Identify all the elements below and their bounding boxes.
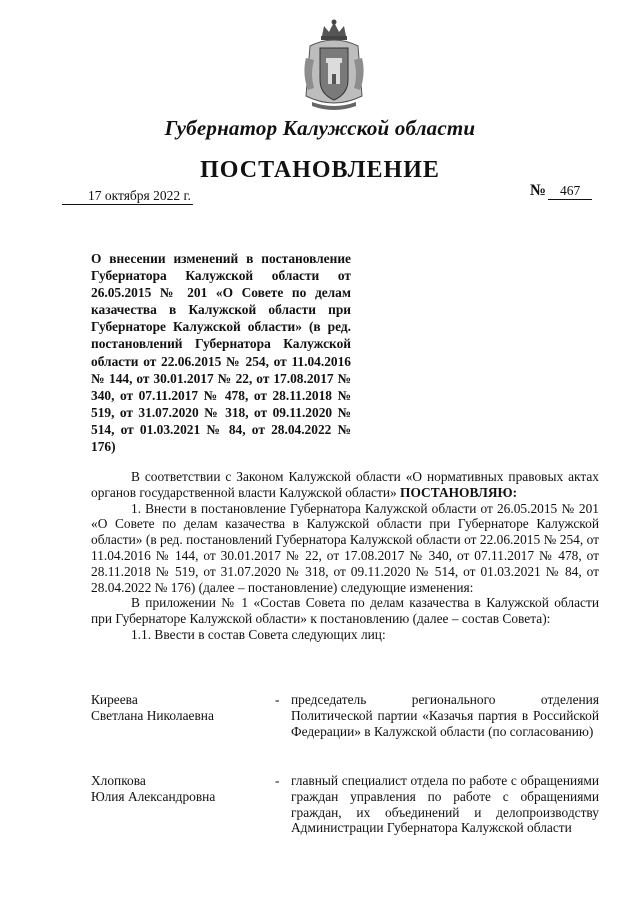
member-dash: - xyxy=(275,773,280,788)
member-role: председатель регионального отделения Политической партии «Казачья партия в Российской Федерации» в Калужской области (по согласованию) xyxy=(291,692,599,739)
document-date: 17 октября 2022 г. xyxy=(62,188,193,205)
issuing-authority: Губернатор Калужской области xyxy=(164,116,476,140)
coat-of-arms-emblem xyxy=(302,18,366,114)
member-name xyxy=(91,692,271,724)
clause-1-paragraph: 1. Внести в постановление Губернатора Калужской области от 26.05.2015 № 201 «О Совете по делам казачества в Калужской области при Губернаторе Калужской области» (в ред. постановлений Губернатора Калужской области от 22.06.2015 № 254, от 11.04.2016 № 144, от 30.01.2017 № 22, от 17.08.2017 № 340, от 07.11.2017 № 478, от 28.11.2018 № 519, от 31.07.2020 № 318, от 09.11.2020 № 514, от 01.03.2021 № 84, от 28.04.2022 № 176) (далее – постановление) следующие изменения: xyxy=(91,500,599,595)
appendix-paragraph: В приложении № 1 «Состав Совета по делам казачества в Калужской области при Губернаторе Калужской области» к постановлению (далее – состав Совета): xyxy=(91,595,599,627)
document-number: 467 xyxy=(548,183,592,200)
document-type-title: ПОСТАНОВЛЕНИЕ xyxy=(200,157,440,183)
member-name xyxy=(91,773,271,805)
document-number-block xyxy=(530,182,592,200)
member-surname: Киреева xyxy=(91,692,138,707)
preamble-paragraph xyxy=(91,469,599,501)
clause-1-1-paragraph: 1.1. Ввести в состав Совета следующих лиц: xyxy=(131,626,386,642)
preamble-text: В соответствии с Законом Калужской области «О нормативных правовых актах органов государственной власти Калужской области» xyxy=(91,469,599,500)
resolve-keyword: ПОСТАНОВЛЯЮ: xyxy=(400,484,518,500)
member-dash: - xyxy=(275,692,280,707)
member-given-names: Юлия Александровна xyxy=(91,788,216,804)
member-surname: Хлопкова xyxy=(91,773,146,788)
document-subject: О внесении изменений в постановление Губернатора Калужской области от 26.05.2015 № 201 «О Совете по делам казачества в Калужской области при Губернаторе Калужской области» (в ред. постановлений Губернатора Калужской области от 22.06.2015 № 254, от 11.04.2016 № 144, от 30.01.2017 № 22, от 17.08.2017 № 340, от 07.11.2017 № 478, от 28.11.2018 № 519, от 31.07.2020 № 318, от 09.11.2020 № 514, от 01.03.2021 № 84, от 28.04.2022 № 176) xyxy=(91,251,351,455)
member-given-names: Светлана Николаевна xyxy=(91,707,214,723)
number-label: № xyxy=(530,182,547,199)
document-body xyxy=(91,469,599,643)
member-role: главный специалист отдела по работе с обращениями граждан управления по работе с обращениями граждан, их объединений и делопроизводству Администрации Губернатора Калужской области xyxy=(291,773,599,836)
